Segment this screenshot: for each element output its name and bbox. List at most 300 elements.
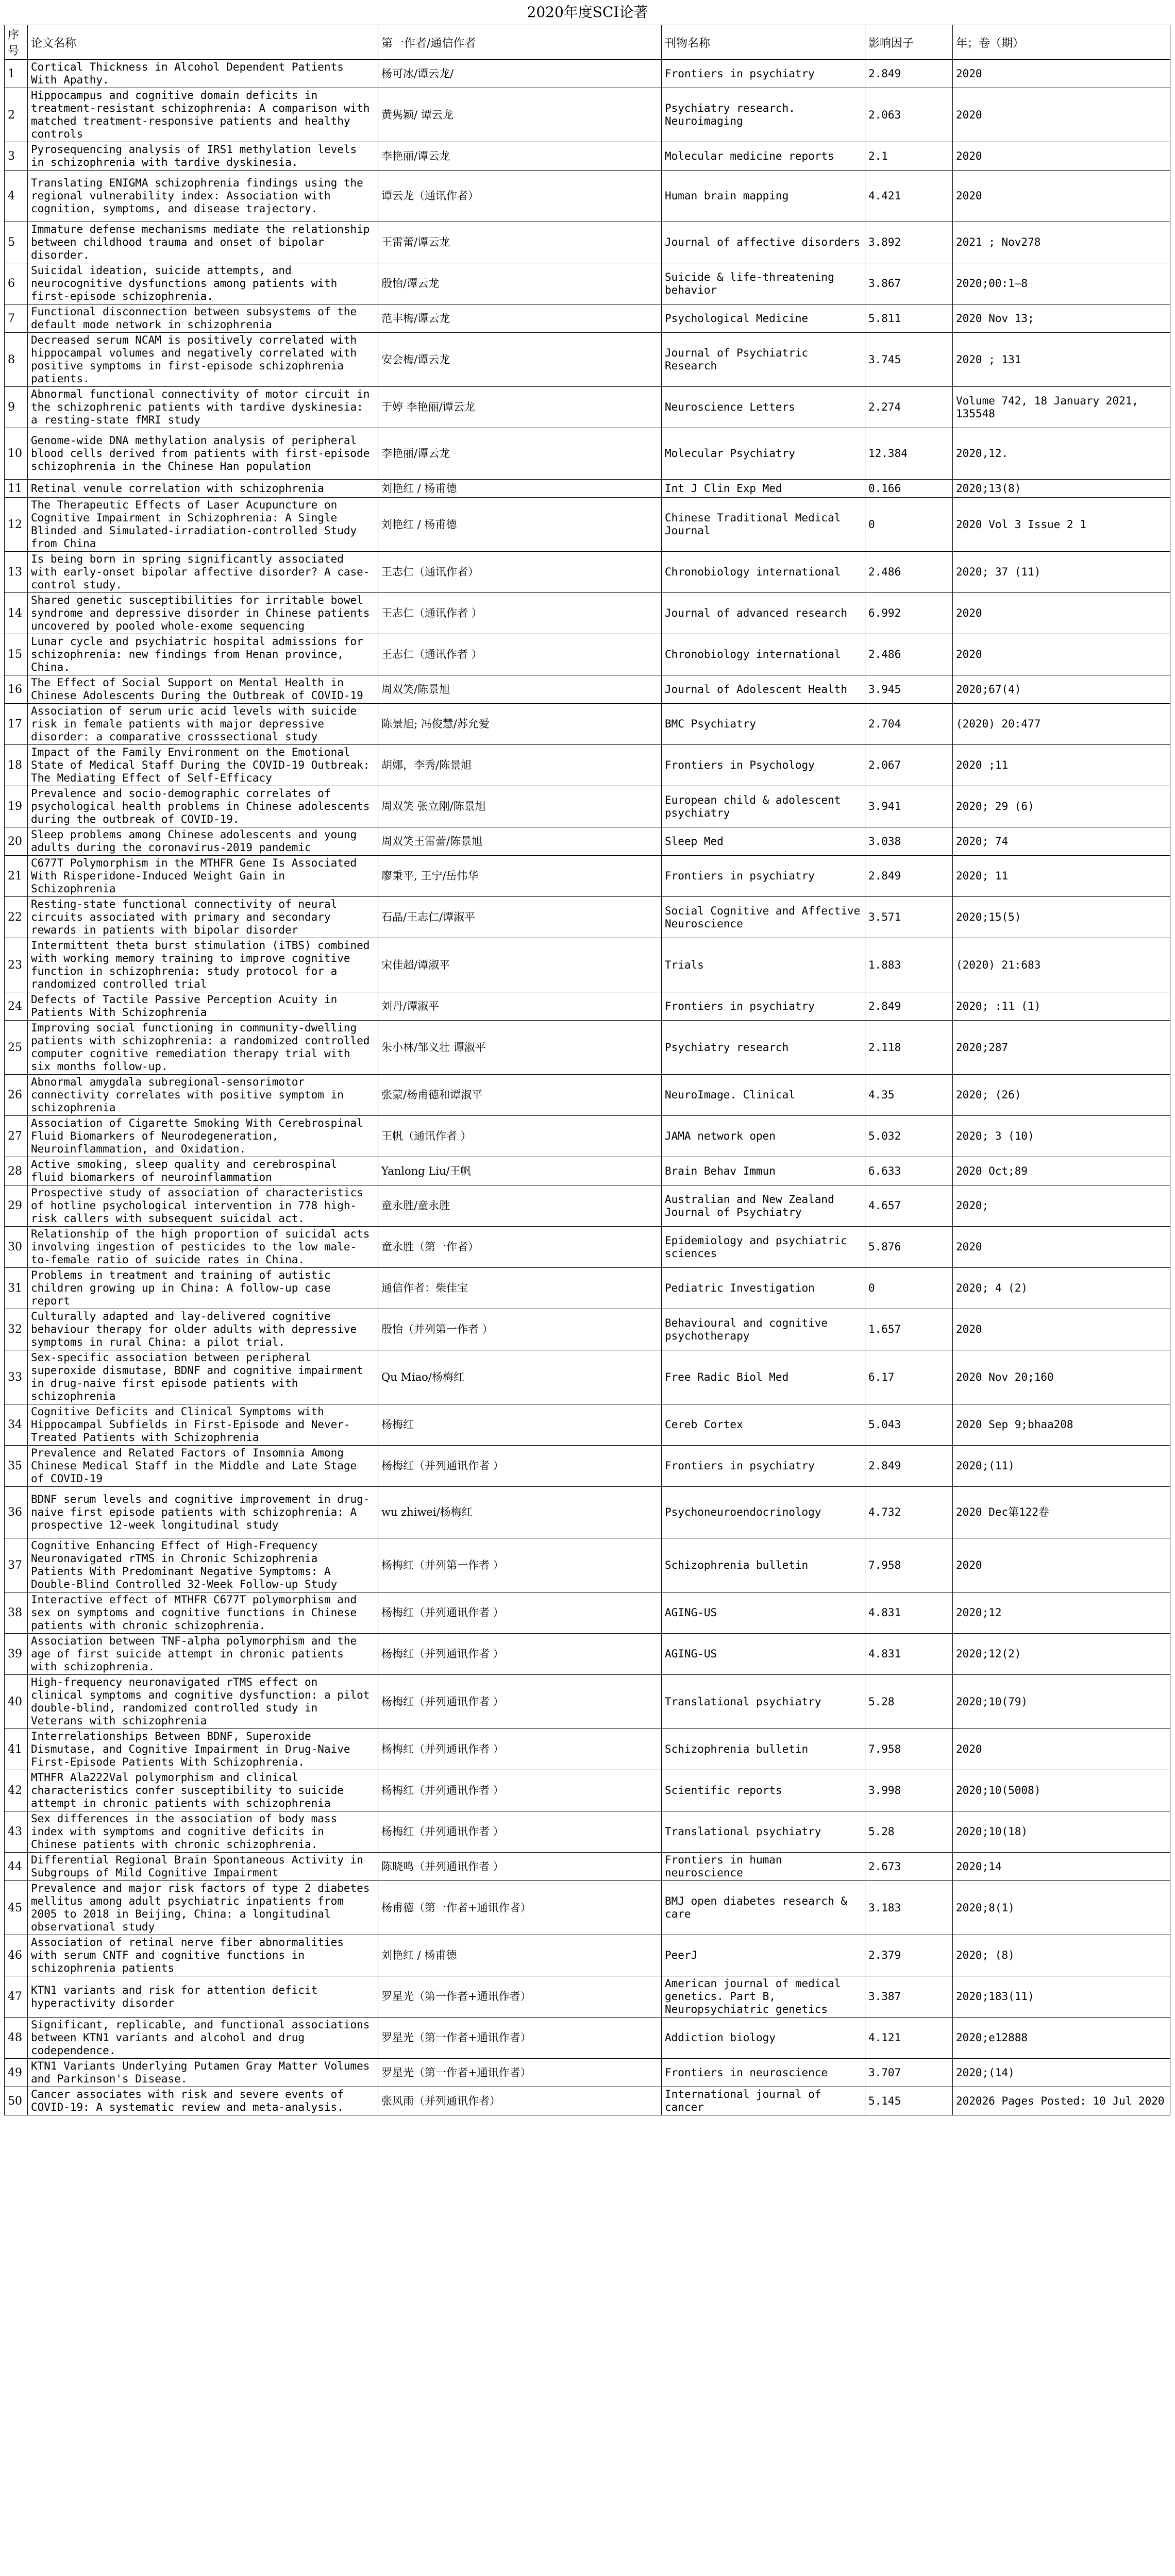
cell-year-volume: 2020; (8): [953, 1935, 1170, 1976]
cell-journal: Trials: [662, 938, 865, 992]
table-row: [5, 222, 1170, 263]
cell-paper-title: Cortical Thickness in Alcohol Dependent Patients With Apathy.: [28, 60, 378, 88]
cell-journal: Social Cognitive and Affective Neuroscience: [662, 897, 865, 938]
cell-impact-factor: 3.892: [865, 222, 953, 263]
cell-year-volume: 2020; :11 (1): [953, 992, 1170, 1021]
cell-paper-title: Suicidal ideation, suicide attempts, and neurocognitive dysfunctions among patients with first-episode schizophrenia.: [28, 263, 378, 304]
cell-year-volume: 2020;e12888: [953, 2018, 1170, 2059]
table-row: [5, 1021, 1170, 1075]
cell-paper-title: Sex-specific association between peripheral superoxide dismutase, BDNF and cognitive impairment in drug-naive first episode patients with schizophrenia: [28, 1350, 378, 1404]
cell-year-volume: 2020;15(5): [953, 897, 1170, 938]
cell-impact-factor: 6.992: [865, 593, 953, 634]
table-row: [5, 675, 1170, 704]
cell-year-volume: 2020;(14): [953, 2059, 1170, 2087]
cell-no: 47: [5, 1976, 28, 2018]
cell-author: 周双笑/陈景旭: [378, 675, 662, 704]
table-row: [5, 1227, 1170, 1268]
cell-journal: Translational psychiatry: [662, 1675, 865, 1729]
cell-journal: AGING-US: [662, 1592, 865, 1634]
table-row: [5, 1881, 1170, 1935]
cell-impact-factor: 5.043: [865, 1404, 953, 1446]
cell-journal: Schizophrenia bulletin: [662, 1729, 865, 1770]
cell-impact-factor: 2.118: [865, 1021, 953, 1075]
table-row: [5, 1935, 1170, 1976]
cell-author: 杨梅红（并列通讯作者 ）: [378, 1811, 662, 1853]
cell-impact-factor: 2.067: [865, 745, 953, 786]
table-row: [5, 2087, 1170, 2115]
cell-paper-title: Interactive effect of MTHFR C677T polymorphism and sex on symptoms and cognitive functions in Chinese patients with chronic schizophrenia.: [28, 1592, 378, 1634]
cell-no: 18: [5, 745, 28, 786]
cell-paper-title: Translating ENIGMA schizophrenia findings using the regional vulnerability index: Association with cognition, symptoms, and disease trajectory.: [28, 171, 378, 222]
cell-paper-title: Resting-state functional connectivity of neural circuits associated with primary and secondary rewards in patients with bipolar disorder: [28, 897, 378, 938]
cell-no: 2: [5, 88, 28, 142]
table-row: [5, 897, 1170, 938]
cell-author: 杨梅红（并列通讯作者 ）: [378, 1675, 662, 1729]
cell-journal: Human brain mapping: [662, 171, 865, 222]
cell-journal: Pediatric Investigation: [662, 1268, 865, 1309]
cell-journal: Sleep Med: [662, 827, 865, 856]
cell-journal: JAMA network open: [662, 1116, 865, 1157]
table-row: [5, 333, 1170, 387]
cell-paper-title: Prevalence and major risk factors of type 2 diabetes mellitus among adult psychiatric inpatients from 2005 to 2018 in Beijing, China: a longitudinal observational study: [28, 1881, 378, 1935]
cell-journal: NeuroImage. Clinical: [662, 1075, 865, 1116]
cell-year-volume: 2020: [953, 142, 1170, 171]
cell-paper-title: The Effect of Social Support on Mental Health in Chinese Adolescents During the Outbreak of COVID-19: [28, 675, 378, 704]
cell-year-volume: 2020;10(5008): [953, 1770, 1170, 1811]
cell-journal: Psychiatry research: [662, 1021, 865, 1075]
cell-author: 杨梅红（并列通讯作者 ）: [378, 1634, 662, 1675]
cell-author: 李艳丽/谭云龙: [378, 142, 662, 171]
cell-paper-title: Lunar cycle and psychiatric hospital admissions for schizophrenia: new findings from Henan province, China.: [28, 634, 378, 675]
table-row: [5, 1770, 1170, 1811]
cell-impact-factor: 2.379: [865, 1935, 953, 1976]
cell-year-volume: 2020 ;11: [953, 745, 1170, 786]
cell-journal: Chronobiology international: [662, 552, 865, 593]
cell-no: 10: [5, 428, 28, 480]
cell-paper-title: Sleep problems among Chinese adolescents and young adults during the coronavirus-2019 pandemic: [28, 827, 378, 856]
cell-year-volume: (2020) 20:477: [953, 704, 1170, 745]
table-row: [5, 2018, 1170, 2059]
cell-year-volume: 2020;287: [953, 1021, 1170, 1075]
cell-impact-factor: 4.421: [865, 171, 953, 222]
table-row: [5, 1538, 1170, 1592]
cell-no: 28: [5, 1157, 28, 1185]
cell-paper-title: C677T Polymorphism in the MTHFR Gene Is Associated With Risperidone-Induced Weight Gain in Schizophrenia: [28, 856, 378, 897]
cell-author: 王志仁（通讯作者 ）: [378, 634, 662, 675]
cell-impact-factor: 3.945: [865, 675, 953, 704]
cell-author: 石晶/王志仁/谭淑平: [378, 897, 662, 938]
cell-impact-factor: 3.183: [865, 1881, 953, 1935]
table-row: [5, 1116, 1170, 1157]
cell-journal: Schizophrenia bulletin: [662, 1538, 865, 1592]
cell-paper-title: Cancer associates with risk and severe events of COVID-19: A systematic review and meta-analysis.: [28, 2087, 378, 2115]
cell-author: 黄隽颖/ 谭云龙: [378, 88, 662, 142]
cell-journal: Frontiers in psychiatry: [662, 60, 865, 88]
cell-journal: Brain Behav Immun: [662, 1157, 865, 1185]
cell-no: 32: [5, 1309, 28, 1350]
cell-paper-title: Differential Regional Brain Spontaneous Activity in Subgroups of Mild Cognitive Impairment: [28, 1853, 378, 1881]
cell-year-volume: 2020;: [953, 1185, 1170, 1227]
cell-journal: Scientific reports: [662, 1770, 865, 1811]
cell-journal: Australian and New Zealand Journal of Psychiatry: [662, 1185, 865, 1227]
cell-author: 谭云龙（通讯作者）: [378, 171, 662, 222]
cell-impact-factor: 3.571: [865, 897, 953, 938]
cell-year-volume: 2021 ; Nov278: [953, 222, 1170, 263]
table-row: [5, 938, 1170, 992]
cell-author: 安会梅/谭云龙: [378, 333, 662, 387]
table-row: [5, 263, 1170, 304]
cell-journal: Frontiers in psychiatry: [662, 992, 865, 1021]
cell-no: 48: [5, 2018, 28, 2059]
cell-no: 39: [5, 1634, 28, 1675]
cell-year-volume: 2020; 11: [953, 856, 1170, 897]
cell-author: Qu Miao/杨梅红: [378, 1350, 662, 1404]
cell-paper-title: Intermittent theta burst stimulation (iTBS) combined with working memory training to improve cognitive function in schizophrenia: study protocol for a randomized controlled trial: [28, 938, 378, 992]
cell-impact-factor: 6.633: [865, 1157, 953, 1185]
cell-year-volume: 2020;14: [953, 1853, 1170, 1881]
cell-paper-title: Improving social functioning in community-dwelling patients with schizophrenia: a randomized controlled computer cognitive remediation therapy trial with six months follow-up.: [28, 1021, 378, 1075]
cell-year-volume: 2020: [953, 1729, 1170, 1770]
cell-author: 罗星光（第一作者+通讯作者）: [378, 2018, 662, 2059]
table-row: [5, 1075, 1170, 1116]
cell-no: 42: [5, 1770, 28, 1811]
cell-impact-factor: 4.831: [865, 1592, 953, 1634]
cell-journal: Chinese Traditional Medical Journal: [662, 498, 865, 552]
cell-author: Yanlong Liu/王帆: [378, 1157, 662, 1185]
cell-year-volume: 2020;67(4): [953, 675, 1170, 704]
table-row: [5, 1350, 1170, 1404]
cell-paper-title: MTHFR Ala222Val polymorphism and clinical characteristics confer susceptibility to suicide attempt in chronic patients with schizophrenia: [28, 1770, 378, 1811]
cell-author: 殷怡（并列第一作者 ）: [378, 1309, 662, 1350]
cell-paper-title: Association between TNF-alpha polymorphism and the age of first suicide attempt in chronic patients with schizophrenia.: [28, 1634, 378, 1675]
cell-journal: Frontiers in psychiatry: [662, 1446, 865, 1487]
cell-year-volume: 2020: [953, 1538, 1170, 1592]
table-row: [5, 1634, 1170, 1675]
cell-author: 童永胜/童永胜: [378, 1185, 662, 1227]
cell-year-volume: 2020;12: [953, 1592, 1170, 1634]
cell-year-volume: Volume 742, 18 January 2021, 135548: [953, 387, 1170, 428]
cell-no: 16: [5, 675, 28, 704]
cell-impact-factor: 3.998: [865, 1770, 953, 1811]
cell-impact-factor: 2.1: [865, 142, 953, 171]
cell-paper-title: Problems in treatment and training of autistic children growing up in China: A follow-up case report: [28, 1268, 378, 1309]
cell-journal: Behavioural and cognitive psychotherapy: [662, 1309, 865, 1350]
cell-author: 杨可冰/谭云龙/: [378, 60, 662, 88]
cell-no: 21: [5, 856, 28, 897]
cell-year-volume: 2020 Dec第122卷: [953, 1487, 1170, 1538]
cell-author: 杨甫德（第一作者+通讯作者）: [378, 1881, 662, 1935]
cell-year-volume: 2020: [953, 634, 1170, 675]
header-journal: 刊物名称: [662, 25, 865, 60]
cell-impact-factor: 2.849: [865, 992, 953, 1021]
cell-paper-title: Hippocampus and cognitive domain deficits in treatment-resistant schizophrenia: A comparison with matched treatment-responsive patients and healthy controls: [28, 88, 378, 142]
cell-no: 50: [5, 2087, 28, 2115]
cell-impact-factor: 4.657: [865, 1185, 953, 1227]
cell-author: 刘艳红 / 杨甫德: [378, 498, 662, 552]
cell-impact-factor: 5.28: [865, 1675, 953, 1729]
table-row: [5, 171, 1170, 222]
table-row: [5, 480, 1170, 498]
cell-author: 胡娜，李秀/陈景旭: [378, 745, 662, 786]
cell-no: 22: [5, 897, 28, 938]
cell-journal: International journal of cancer: [662, 2087, 865, 2115]
table-row: [5, 1268, 1170, 1309]
cell-no: 41: [5, 1729, 28, 1770]
table-row: [5, 552, 1170, 593]
cell-author: 周双笑 张立刚/陈景旭: [378, 786, 662, 827]
cell-impact-factor: 4.732: [865, 1487, 953, 1538]
cell-paper-title: Association of serum uric acid levels with suicide risk in female patients with major depressive disorder: a comparative crosssectional study: [28, 704, 378, 745]
cell-impact-factor: 1.657: [865, 1309, 953, 1350]
cell-year-volume: 2020; 74: [953, 827, 1170, 856]
header-author: 第一作者/通信作者: [378, 25, 662, 60]
cell-no: 49: [5, 2059, 28, 2087]
table-row: [5, 1853, 1170, 1881]
cell-year-volume: 2020;183(11): [953, 1976, 1170, 2018]
cell-journal: Frontiers in neuroscience: [662, 2059, 865, 2087]
cell-author: 张风雨（并列通讯作者）: [378, 2087, 662, 2115]
cell-no: 3: [5, 142, 28, 171]
cell-author: 杨梅红（并列通讯作者 ）: [378, 1729, 662, 1770]
cell-paper-title: Culturally adapted and lay-delivered cognitive behaviour therapy for older adults with depressive symptoms in rural China: a pilot trial.: [28, 1309, 378, 1350]
cell-author: 王志仁（通讯作者 ）: [378, 593, 662, 634]
table-row: [5, 856, 1170, 897]
cell-year-volume: 2020; 37 (11): [953, 552, 1170, 593]
cell-no: 29: [5, 1185, 28, 1227]
cell-year-volume: 2020; (26): [953, 1075, 1170, 1116]
table-row: [5, 992, 1170, 1021]
header-no: 序号: [5, 25, 28, 60]
cell-author: 刘丹/谭淑平: [378, 992, 662, 1021]
table-row: [5, 1811, 1170, 1853]
cell-author: 王志仁（通讯作者）: [378, 552, 662, 593]
cell-no: 34: [5, 1404, 28, 1446]
cell-impact-factor: 4.121: [865, 2018, 953, 2059]
cell-journal: Molecular Psychiatry: [662, 428, 865, 480]
cell-no: 5: [5, 222, 28, 263]
cell-year-volume: 2020;13(8): [953, 480, 1170, 498]
cell-author: 王帆（通讯作者 ）: [378, 1116, 662, 1157]
cell-no: 13: [5, 552, 28, 593]
cell-paper-title: Impact of the Family Environment on the Emotional State of Medical Staff During the COVID-19 Outbreak: The Mediating Effect of Self-Efficacy: [28, 745, 378, 786]
header-impact-factor: 影响因子: [865, 25, 953, 60]
cell-year-volume: 2020: [953, 1309, 1170, 1350]
cell-no: 31: [5, 1268, 28, 1309]
cell-paper-title: KTN1 variants and risk for attention deficit hyperactivity disorder: [28, 1976, 378, 2018]
cell-impact-factor: 5.811: [865, 304, 953, 333]
cell-no: 44: [5, 1853, 28, 1881]
cell-paper-title: Abnormal functional connectivity of motor circuit in the schizophrenic patients with tardive dyskinesia: a resting-state fMRI study: [28, 387, 378, 428]
cell-no: 19: [5, 786, 28, 827]
table-row: [5, 1157, 1170, 1185]
cell-paper-title: Defects of Tactile Passive Perception Acuity in Patients With Schizophrenia: [28, 992, 378, 1021]
cell-impact-factor: 5.876: [865, 1227, 953, 1268]
cell-year-volume: 2020 ; 131: [953, 333, 1170, 387]
table-row: [5, 498, 1170, 552]
table-body: [5, 60, 1170, 2115]
table-row: [5, 1185, 1170, 1227]
table-row: [5, 1309, 1170, 1350]
cell-journal: Molecular medicine reports: [662, 142, 865, 171]
cell-author: 罗星光（第一作者+通讯作者）: [378, 1976, 662, 2018]
cell-journal: Chronobiology international: [662, 634, 865, 675]
cell-author: 童永胜（第一作者）: [378, 1227, 662, 1268]
cell-no: 4: [5, 171, 28, 222]
cell-author: 杨梅红（并列通讯作者 ）: [378, 1770, 662, 1811]
table-row: [5, 60, 1170, 88]
table-row: [5, 2059, 1170, 2087]
cell-paper-title: Cognitive Enhancing Effect of High-Frequency Neuronavigated rTMS in Chronic Schizophrenia Patients With Predominant Negative Symptoms: A Double-Blind Controlled 32-Week Follow-up Study: [28, 1538, 378, 1592]
cell-journal: Frontiers in Psychology: [662, 745, 865, 786]
table-row: [5, 1976, 1170, 2018]
cell-journal: Journal of affective disorders: [662, 222, 865, 263]
cell-journal: Journal of advanced research: [662, 593, 865, 634]
cell-year-volume: 2020: [953, 60, 1170, 88]
table-row: [5, 428, 1170, 480]
cell-paper-title: Retinal venule correlation with schizophrenia: [28, 480, 378, 498]
cell-no: 38: [5, 1592, 28, 1634]
cell-journal: Epidemiology and psychiatric sciences: [662, 1227, 865, 1268]
table-row: [5, 786, 1170, 827]
cell-no: 11: [5, 480, 28, 498]
cell-impact-factor: 2.274: [865, 387, 953, 428]
cell-paper-title: High-frequency neuronavigated rTMS effect on clinical symptoms and cognitive dysfunction: a pilot double-blind, randomized controlled study in Veterans with schizophrenia: [28, 1675, 378, 1729]
table-row: [5, 827, 1170, 856]
cell-impact-factor: 7.958: [865, 1538, 953, 1592]
cell-no: 23: [5, 938, 28, 992]
cell-no: 40: [5, 1675, 28, 1729]
cell-year-volume: 2020,12.: [953, 428, 1170, 480]
cell-author: 朱小林/邹义壮 谭淑平: [378, 1021, 662, 1075]
cell-no: 15: [5, 634, 28, 675]
cell-impact-factor: 0: [865, 498, 953, 552]
cell-journal: Journal of Adolescent Health: [662, 675, 865, 704]
cell-no: 7: [5, 304, 28, 333]
cell-author: 刘艳红 / 杨甫德: [378, 1935, 662, 1976]
cell-impact-factor: 4.35: [865, 1075, 953, 1116]
cell-journal: AGING-US: [662, 1634, 865, 1675]
cell-no: 9: [5, 387, 28, 428]
table-row: [5, 593, 1170, 634]
cell-author: 杨梅红（并列第一作者 ）: [378, 1538, 662, 1592]
cell-no: 20: [5, 827, 28, 856]
cell-paper-title: Significant, replicable, and functional associations between KTN1 variants and alcohol and drug codependence.: [28, 2018, 378, 2059]
cell-impact-factor: 5.145: [865, 2087, 953, 2115]
sci-papers-table: [4, 25, 1170, 2115]
cell-impact-factor: 7.958: [865, 1729, 953, 1770]
cell-year-volume: 2020;10(18): [953, 1811, 1170, 1853]
cell-paper-title: BDNF serum levels and cognitive improvement in drug-naive first episode patients with schizophrenia: A prospective 12-week longitudinal study: [28, 1487, 378, 1538]
cell-paper-title: Association of retinal nerve fiber abnormalities with serum CNTF and cognitive functions in schizophrenia patients: [28, 1935, 378, 1976]
cell-no: 24: [5, 992, 28, 1021]
cell-author: 杨梅红: [378, 1404, 662, 1446]
table-row: [5, 1487, 1170, 1538]
cell-no: 36: [5, 1487, 28, 1538]
cell-journal: Psychological Medicine: [662, 304, 865, 333]
cell-author: 周双笑王雷蕾/陈景旭: [378, 827, 662, 856]
table-row: [5, 304, 1170, 333]
cell-no: 35: [5, 1446, 28, 1487]
table-row: [5, 1729, 1170, 1770]
cell-author: wu zhiwei/杨梅红: [378, 1487, 662, 1538]
cell-paper-title: Pyrosequencing analysis of IRS1 methylation levels in schizophrenia with tardive dyskinesia.: [28, 142, 378, 171]
cell-author: 杨梅红（并列通讯作者 ）: [378, 1446, 662, 1487]
cell-author: 殷怡/谭云龙: [378, 263, 662, 304]
cell-paper-title: Relationship of the high proportion of suicidal acts involving ingestion of pesticides to the low male-to-female ratio of suicide rates in China.: [28, 1227, 378, 1268]
cell-year-volume: (2020) 21:683: [953, 938, 1170, 992]
table-row: [5, 1592, 1170, 1634]
cell-paper-title: Cognitive Deficits and Clinical Symptoms with Hippocampal Subfields in First-Episode and Never-Treated Patients with Schizophrenia: [28, 1404, 378, 1446]
cell-no: 6: [5, 263, 28, 304]
cell-paper-title: Abnormal amygdala subregional-sensorimotor connectivity correlates with positive symptom in schizophrenia: [28, 1075, 378, 1116]
cell-journal: Frontiers in psychiatry: [662, 856, 865, 897]
cell-no: 25: [5, 1021, 28, 1075]
cell-paper-title: Sex differences in the association of body mass index with symptoms and cognitive deficits in Chinese patients with chronic schizophrenia.: [28, 1811, 378, 1853]
table-row: [5, 1675, 1170, 1729]
cell-year-volume: 2020 Oct;89: [953, 1157, 1170, 1185]
cell-impact-factor: 3.707: [865, 2059, 953, 2087]
cell-year-volume: 2020 Vol 3 Issue 2 1: [953, 498, 1170, 552]
cell-impact-factor: 2.704: [865, 704, 953, 745]
cell-no: 33: [5, 1350, 28, 1404]
table-row: [5, 1446, 1170, 1487]
cell-no: 8: [5, 333, 28, 387]
cell-journal: Psychiatry research. Neuroimaging: [662, 88, 865, 142]
cell-impact-factor: 4.831: [865, 1634, 953, 1675]
cell-paper-title: Immature defense mechanisms mediate the relationship between childhood trauma and onset of bipolar disorder.: [28, 222, 378, 263]
cell-year-volume: 2020: [953, 1227, 1170, 1268]
cell-paper-title: Prospective study of association of characteristics of hotline psychological intervention in 778 high-risk callers with subsequent suicidal act.: [28, 1185, 378, 1227]
cell-author: 李艳丽/谭云龙: [378, 428, 662, 480]
cell-no: 17: [5, 704, 28, 745]
cell-author: 刘艳红 / 杨甫德: [378, 480, 662, 498]
cell-year-volume: 2020;10(79): [953, 1675, 1170, 1729]
cell-impact-factor: 6.17: [865, 1350, 953, 1404]
cell-journal: PeerJ: [662, 1935, 865, 1976]
cell-journal: Journal of Psychiatric Research: [662, 333, 865, 387]
header-title: 论文名称: [28, 25, 378, 60]
cell-year-volume: 2020; 29 (6): [953, 786, 1170, 827]
cell-impact-factor: 2.849: [865, 856, 953, 897]
cell-year-volume: 2020: [953, 593, 1170, 634]
cell-no: 37: [5, 1538, 28, 1592]
cell-no: 46: [5, 1935, 28, 1976]
cell-impact-factor: 1.883: [865, 938, 953, 992]
cell-impact-factor: 12.384: [865, 428, 953, 480]
cell-author: 陈晓鸣（并列通讯作者 ）: [378, 1853, 662, 1881]
cell-author: 廖秉平, 王宁/岳伟华: [378, 856, 662, 897]
cell-year-volume: 2020; 4 (2): [953, 1268, 1170, 1309]
cell-journal: Frontiers in human neuroscience: [662, 1853, 865, 1881]
table-row: [5, 387, 1170, 428]
cell-year-volume: 2020 Nov 13;: [953, 304, 1170, 333]
cell-journal: Psychoneuroendocrinology: [662, 1487, 865, 1538]
cell-year-volume: 2020 Sep 9;bhaa208: [953, 1404, 1170, 1446]
cell-paper-title: Is being born in spring significantly associated with early-onset bipolar affective disorder? A case-control study.: [28, 552, 378, 593]
cell-journal: Int J Clin Exp Med: [662, 480, 865, 498]
cell-journal: Cereb Cortex: [662, 1404, 865, 1446]
cell-paper-title: Prevalence and socio-demographic correlates of psychological health problems in Chinese adolescents during the outbreak of COVID-19.: [28, 786, 378, 827]
cell-author: 范丰梅/谭云龙: [378, 304, 662, 333]
cell-author: 王雷蕾/谭云龙: [378, 222, 662, 263]
cell-author: 罗星光（第一作者+通讯作者）: [378, 2059, 662, 2087]
cell-paper-title: Genome-wide DNA methylation analysis of peripheral blood cells derived from patients with first-episode schizophrenia in the Chinese Han population: [28, 428, 378, 480]
cell-journal: Neuroscience Letters: [662, 387, 865, 428]
cell-paper-title: Interrelationships Between BDNF, Superoxide Dismutase, and Cognitive Impairment in Drug-Naive First-Episode Patients With Schizophrenia.: [28, 1729, 378, 1770]
table-row: [5, 634, 1170, 675]
cell-paper-title: Decreased serum NCAM is positively correlated with hippocampal volumes and negatively correlated with positive symptoms in first-episode schizophrenia patients.: [28, 333, 378, 387]
cell-impact-factor: 5.032: [865, 1116, 953, 1157]
